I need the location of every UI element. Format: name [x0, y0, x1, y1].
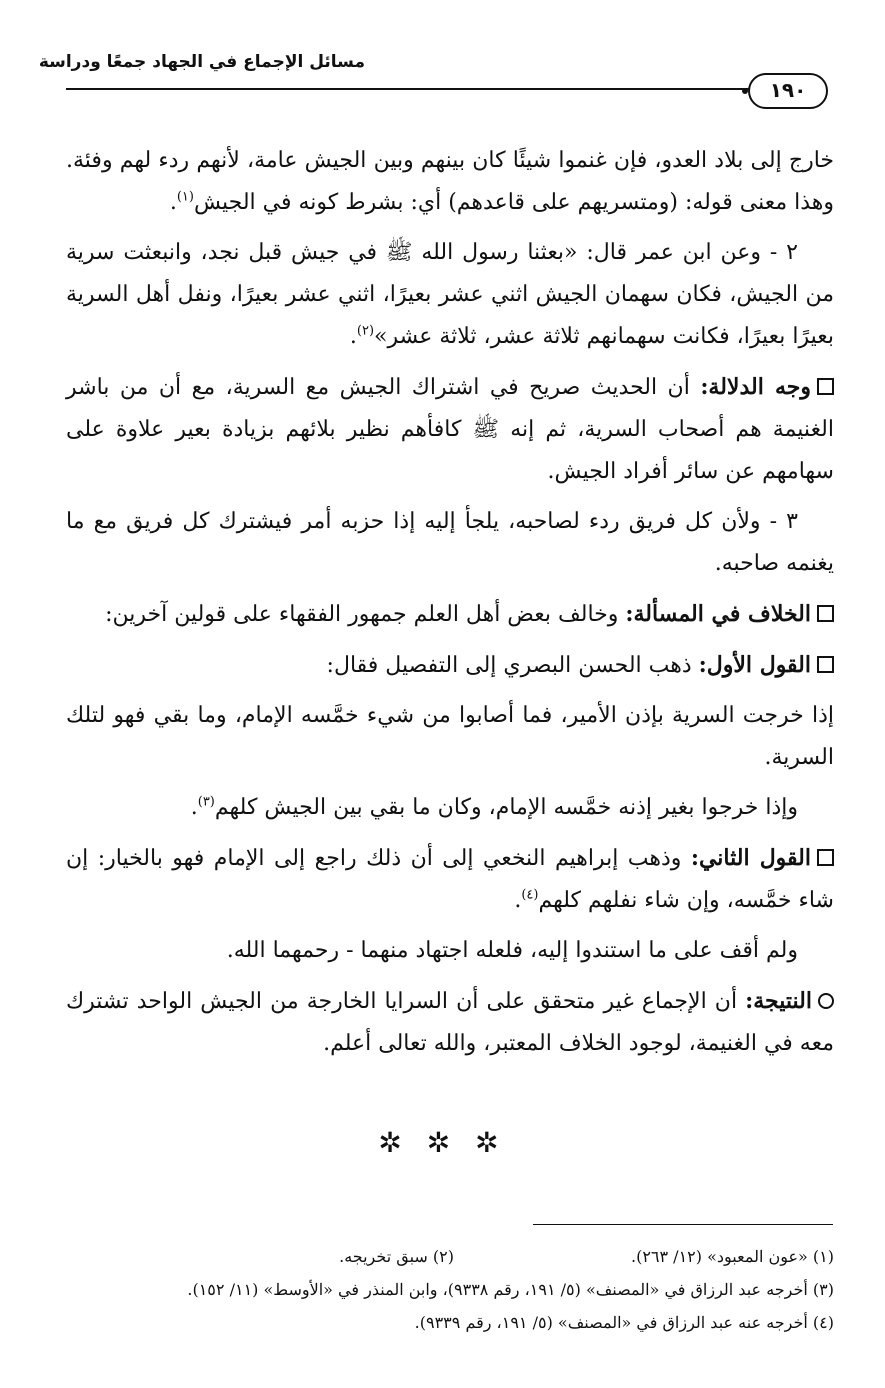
term-label: القول الأول:: [698, 652, 811, 678]
running-title: مسائل الإجماع في الجهاد جمعًا ودراسة: [38, 52, 365, 72]
paragraph-text: وذهب إبراهيم النخعي إلى أن ذلك راجع إلى الإمام فهو بالخيار: إن شاء خمَّسه، وإن شاء نفلهم كلهم: [66, 846, 834, 913]
paragraph-6: [66, 644, 834, 687]
footnote-ref-1: (١): [176, 189, 194, 205]
page-header: [0, 0, 885, 110]
paragraph-text: وإذا خرجوا بغير إذنه خمَّسه الإمام، وكان ما بقي بين الجيش كلهم: [214, 795, 798, 820]
square-bullet-icon: [817, 605, 834, 622]
term-label: وجه الدلالة:: [700, 374, 812, 400]
circle-bullet-icon: [818, 993, 834, 1009]
square-bullet-icon: [817, 378, 834, 395]
paragraph-text: وخالف بعض أهل العلم جمهور الفقهاء على قولين آخرين:: [105, 602, 626, 627]
paragraph-7: [66, 695, 834, 779]
page-body: [66, 140, 834, 1073]
square-bullet-icon: [817, 849, 834, 866]
paragraph-2: [66, 232, 834, 358]
paragraph-1: [66, 140, 834, 224]
header-rule: [66, 88, 756, 90]
paragraph-10: [66, 930, 834, 972]
term-label: الخلاف في المسألة:: [625, 601, 811, 627]
paragraph-8: [66, 787, 834, 829]
footnotes: [66, 1240, 834, 1339]
paragraph-text: ٢ - وعن ابن عمر قال: «بعثنا رسول الله ﷺ في جيش قبل نجد، وانبعثت سرية من الجيش، فكان سهمان الجيش اثني عشر بعيرًا، اثني عشر بعيرًا، ونفل أهل السرية بعيرًا بعيرًا، فكانت سهمانهم ثلاثة عشر، ثلاثة عشر»: [66, 240, 834, 349]
punct: .: [349, 324, 357, 349]
punct: .: [169, 190, 177, 215]
term-label: القول الثاني:: [690, 845, 811, 871]
section-ornament: ✲ ✲ ✲: [378, 1126, 507, 1159]
footnote-ref-4: (٤): [521, 887, 539, 903]
paragraph-text: خارج إلى بلاد العدو، فإن غنموا شيئًا كان بينهم وبين الجيش عامة، لأنهم ردء لهم وفئة. وهذا معنى قوله: (ومتسريهم على قاعدهم) أي: بشرط كونه في الجيش: [66, 148, 834, 215]
footnote-ref-2: (٢): [356, 323, 375, 339]
paragraph-11: [66, 980, 834, 1065]
footnote-3: (٣) أخرجه عبد الرزاق في «المصنف» (٥/ ١٩١، رقم ٩٣٣٨)، وابن المنذر في «الأوسط» (١١/ ١٥٢).: [187, 1280, 834, 1299]
paragraph-text: ذهب الحسن البصري إلى التفصيل فقال:: [326, 653, 699, 678]
footnote-row: [66, 1240, 834, 1273]
paragraph-text: ولم أقف على ما استندوا إليه، فلعله اجتهاد منهما - رحمهما الله.: [226, 938, 798, 963]
paragraph-5: [66, 593, 834, 636]
paragraph-text: أن الحديث صريح في اشتراك الجيش مع السرية، مع أن من باشر الغنيمة هم أصحاب السرية، ثم إنه ﷺ كافأهم نظير بلائهم بزيادة بعير علاوة على سهامهم عن سائر أفراد الجيش.: [66, 375, 834, 484]
footnote-ref-3: (٣): [197, 794, 215, 810]
footnote-separator: [533, 1224, 833, 1225]
paragraph-text: إذا خرجت السرية بإذن الأمير، فما أصابوا من شيء خمَّسه الإمام، وما بقي فهو لتلك السرية.: [66, 703, 834, 770]
paragraph-4: [66, 501, 834, 585]
square-bullet-icon: [817, 656, 834, 673]
punct: .: [190, 795, 198, 820]
paragraph-3: [66, 366, 834, 493]
footnote-4: (٤) أخرجه عنه عبد الرزاق في «المصنف» (٥/ ١٩١، رقم ٩٣٣٩).: [414, 1313, 834, 1332]
term-label: النتيجة:: [745, 988, 812, 1014]
page-number: ١٩٠: [748, 73, 828, 109]
paragraph-text: ٣ - ولأن كل فريق ردء لصاحبه، يلجأ إليه إذا حزبه أمر فيشترك كل فريق مع ما يغنمه صاحبه.: [66, 509, 834, 576]
punct: .: [514, 888, 522, 913]
paragraph-9: [66, 837, 834, 922]
paragraph-text: أن الإجماع غير متحقق على أن السرايا الخارجة من الجيش الواحد تشترك معه في الغنيمة، لوجود الخلاف المعتبر، والله تعالى أعلم.: [66, 989, 834, 1056]
footnote-1: (١) «عون المعبود» (١٢/ ٢٦٣).: [630, 1247, 834, 1266]
footnote-2: (٢) سبق تخريجه.: [339, 1247, 454, 1266]
